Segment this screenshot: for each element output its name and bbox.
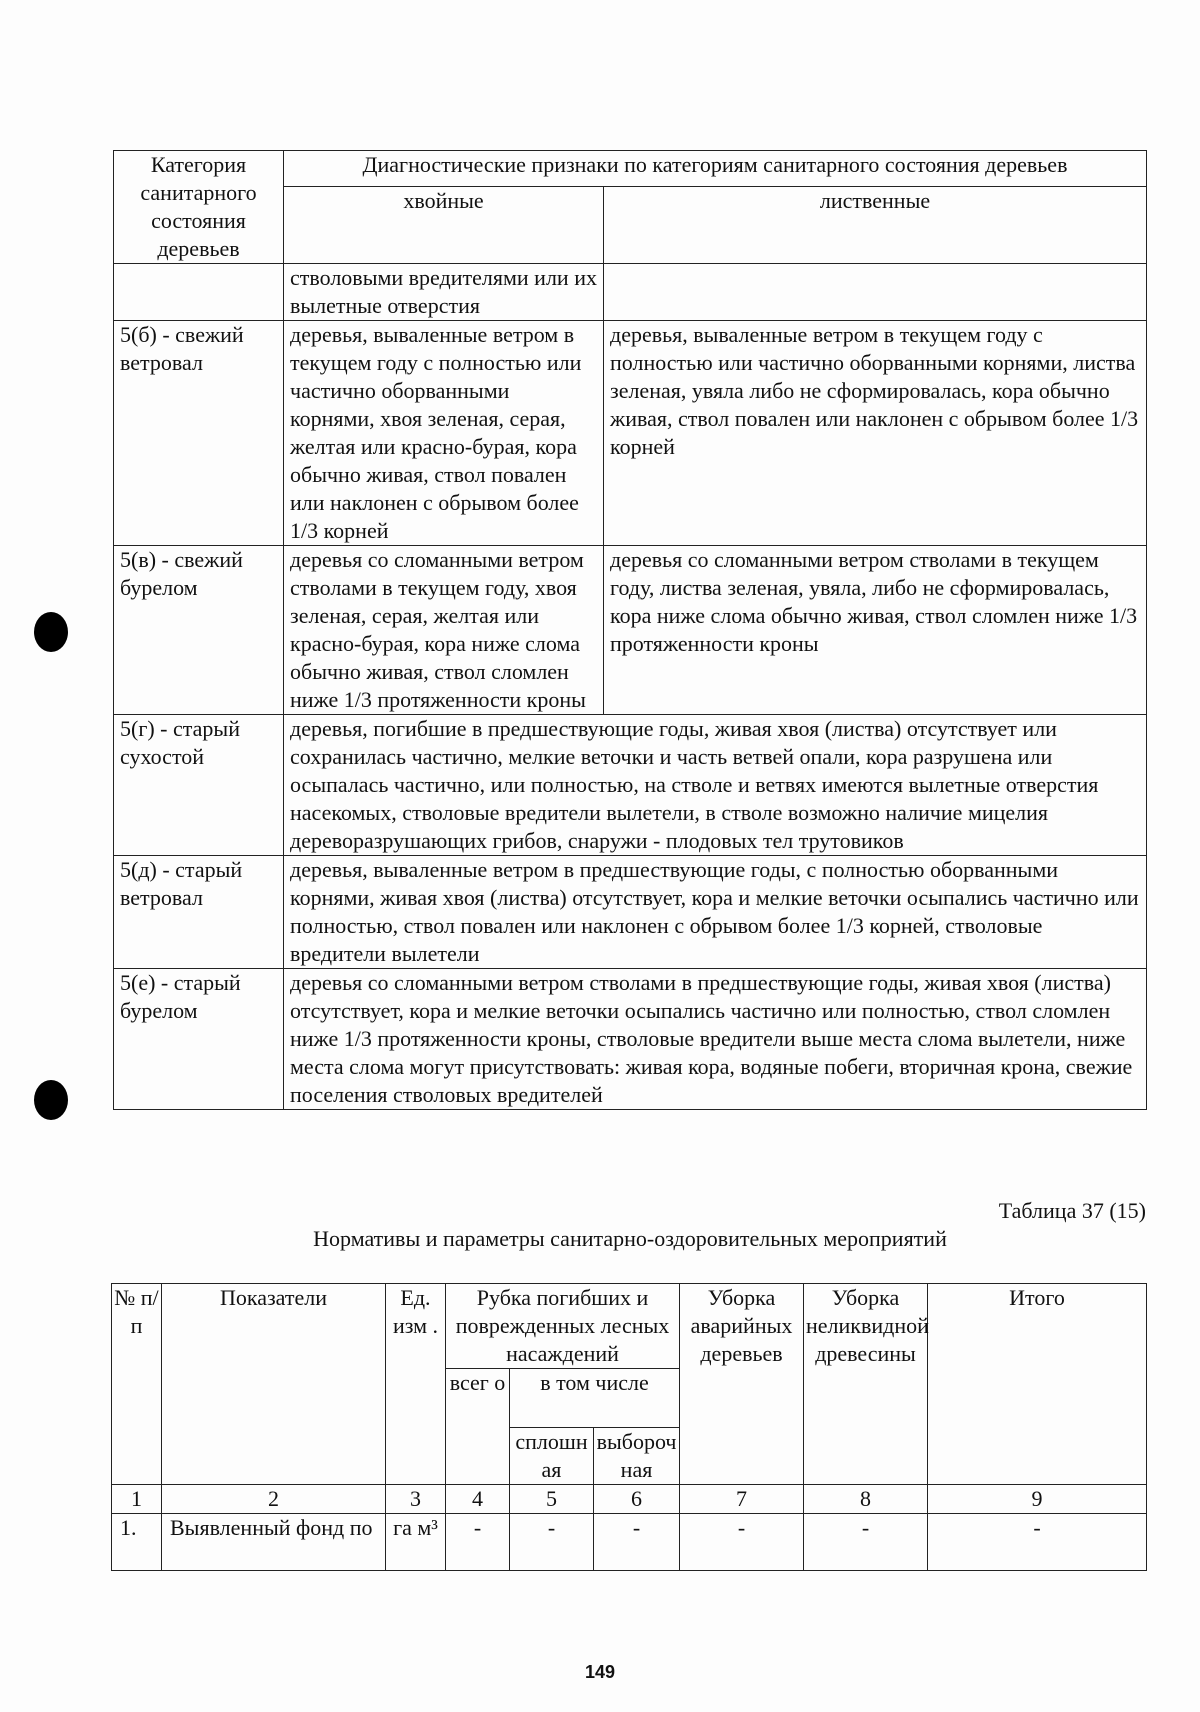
row-merged-description: деревья, вываленные ветром в предшествующие годы, с полностью оборванными корнями, живая хвоя (листва) отсутствует, кора и мелкие веточки осыпались частично или полностью, ствол повален или наклонен с обрывом более 1/3 корней, стволовые вредители вылетели [284, 856, 1147, 969]
row-conifers: деревья со сломанными ветром стволами в текущем году, хвоя зеленая, серая, желтая или красно-бурая, кора ниже слома обычно живая, ствол сломлен ниже 1/3 протяженности кроны [284, 546, 604, 715]
sanitary-category-table [113, 150, 1147, 1110]
row-value: - [804, 1514, 928, 1571]
row-deciduous: деревья, вываленные ветром в текущем году с полностью или частично оборванными корнями, листва зеленая, увяла либо не сформировалась, кора обычно живая, ствол повален или наклонен с обрывом более 1/3 корней [604, 321, 1147, 546]
colnum: 9 [928, 1485, 1147, 1514]
punch-hole-mark [34, 1080, 68, 1120]
column-numbers-row [112, 1485, 1147, 1514]
row-deciduous [604, 264, 1147, 321]
colnum: 6 [594, 1485, 680, 1514]
table-caption: Таблица 37 (15) [998, 1198, 1146, 1223]
header-conifers: хвойные [284, 187, 604, 264]
header-emergency: Уборка аварийных деревьев [680, 1284, 804, 1485]
header-total-sub: всег о [446, 1369, 510, 1485]
page-number: 149 [584, 1662, 616, 1682]
row-conifers: деревья, вываленные ветром в текущем году с полностью или частично оборванными корнями, хвоя зеленая, серая, желтая или красно-бурая, кора обычно живая, ствол повален или наклонен с обрывом более 1/3 корней [284, 321, 604, 546]
table-row [114, 264, 1147, 321]
colnum: 5 [510, 1485, 594, 1514]
row-value: - [680, 1514, 804, 1571]
header-including: в том числе [510, 1369, 680, 1428]
colnum: 3 [386, 1485, 446, 1514]
table-row [114, 715, 1147, 856]
header-selective: выборочная [594, 1428, 680, 1485]
row-merged-description: деревья, погибшие в предшествующие годы, живая хвоя (листва) отсутствует или сохранилась частично, мелкие веточки и часть ветвей опали, кора разрушена или осыпалась частично, или полностью, на стволе и ветвях имеются вылетные отверстия насекомых, стволовые вредители вылетели, в стволе возможно наличие мицелия дереворазрушающих грибов, снаружи - плодовых тел трутовиков [284, 715, 1147, 856]
header-unit: Ед. изм . [386, 1284, 446, 1485]
row-category [114, 264, 284, 321]
row-value: - [928, 1514, 1147, 1571]
row-num: 1. [112, 1514, 162, 1571]
row-unit: га м³ [386, 1514, 446, 1571]
table-row [114, 321, 1147, 546]
header-diagnostic: Диагностические признаки по категориям санитарного состояния деревьев [284, 151, 1147, 187]
header-total: Итого [928, 1284, 1147, 1485]
header-clear: сплошная [510, 1428, 594, 1485]
header-felling: Рубка погибших и поврежденных лесных насаждений [446, 1284, 680, 1369]
row-conifers: стволовыми вредителями или их вылетные отверстия [284, 264, 604, 321]
header-num: № п/ п [112, 1284, 162, 1485]
header-unmarketable: Уборка неликвидной древесины [804, 1284, 928, 1485]
row-value: - [594, 1514, 680, 1571]
sanitation-norms-table [111, 1283, 1147, 1571]
colnum: 8 [804, 1485, 928, 1514]
colnum: 2 [162, 1485, 386, 1514]
colnum: 7 [680, 1485, 804, 1514]
row-category: 5(б) - свежий ветровал [114, 321, 284, 546]
row-category: 5(д) - старый ветровал [114, 856, 284, 969]
row-value: - [510, 1514, 594, 1571]
table-row [112, 1514, 1147, 1571]
table-row [114, 969, 1147, 1110]
table-title: Нормативы и параметры санитарно-оздоровительных мероприятий [313, 1226, 947, 1251]
header-category: Категория санитарного состояния деревьев [114, 151, 284, 264]
row-category: 5(е) - старый бурелом [114, 969, 284, 1110]
row-category: 5(в) - свежий бурелом [114, 546, 284, 715]
colnum: 1 [112, 1485, 162, 1514]
punch-hole-mark [34, 612, 68, 652]
row-deciduous: деревья со сломанными ветром стволами в текущем году, листва зеленая, увяла, либо не сформировалась, кора ниже слома обычно живая, ствол сломлен ниже 1/3 протяженности кроны [604, 546, 1147, 715]
table-row [114, 856, 1147, 969]
header-indicator: Показатели [162, 1284, 386, 1485]
row-value: - [446, 1514, 510, 1571]
table-row [114, 546, 1147, 715]
row-category: 5(г) - старый сухостой [114, 715, 284, 856]
header-deciduous: лиственные [604, 187, 1147, 264]
colnum: 4 [446, 1485, 510, 1514]
row-indicator: Выявленный фонд по [162, 1514, 386, 1571]
row-merged-description: деревья со сломанными ветром стволами в предшествующие годы, живая хвоя (листва) отсутствует, кора и мелкие веточки осыпались частично или полностью, ствол сломлен ниже 1/3 протяженности кроны, стволовые вредители выше места слома вылетели, ниже места слома могут присутствовать: живая кора, водяные побеги, вторичная крона, свежие поселения стволовых вредителей [284, 969, 1147, 1110]
